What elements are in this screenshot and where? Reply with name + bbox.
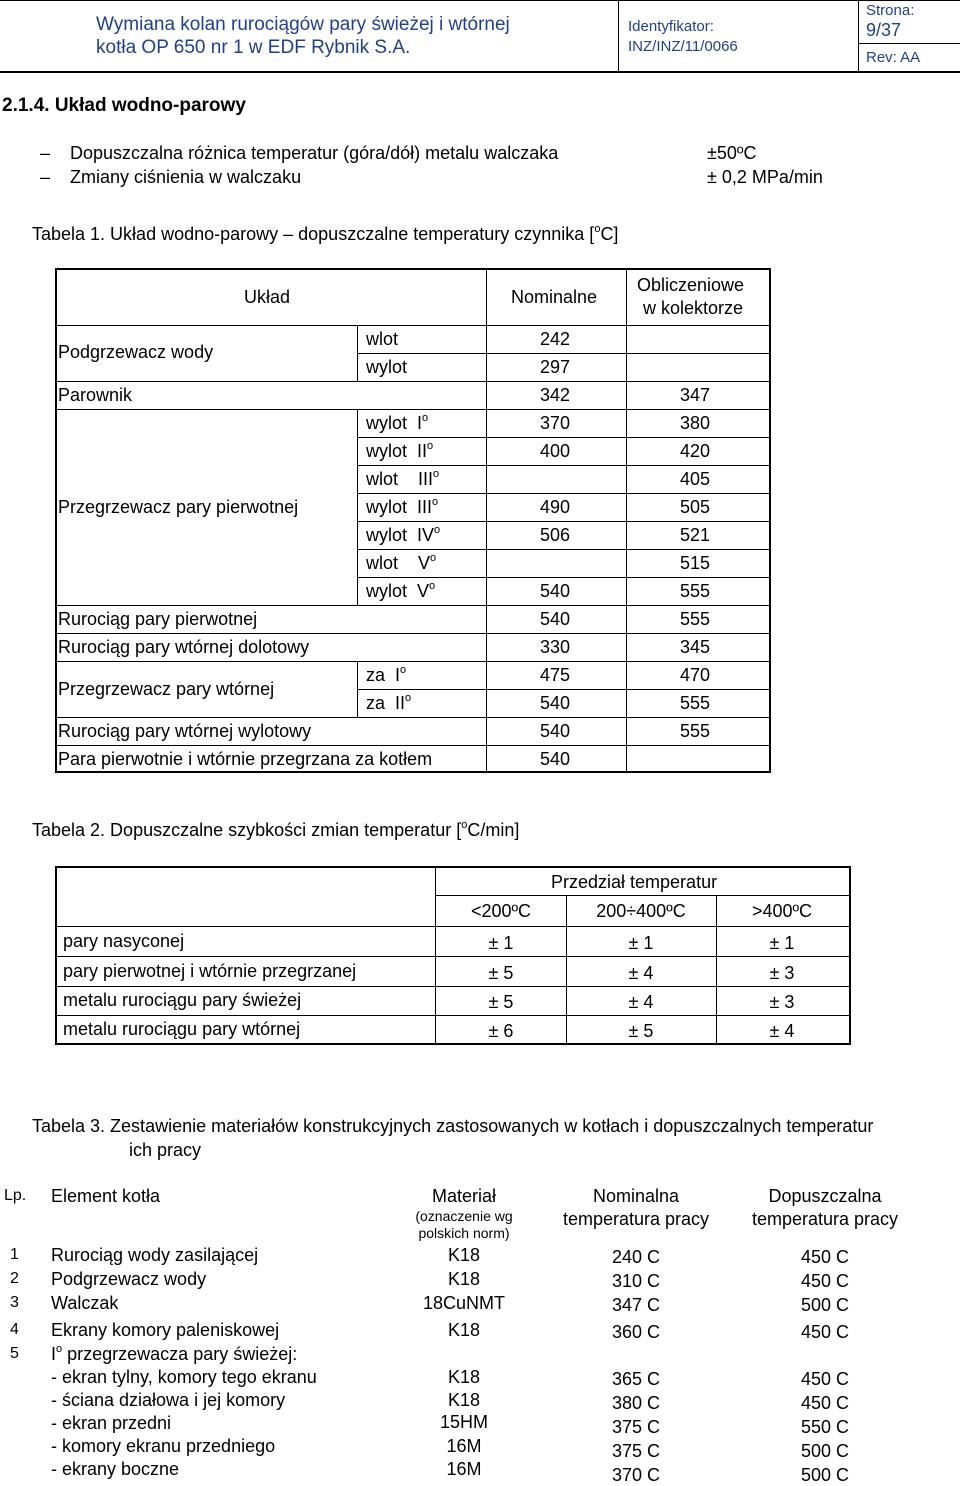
table3-element: Rurociąg wody zasilającej	[51, 1245, 259, 1265]
table3-element: Ekrany komory paleniskowej	[51, 1320, 280, 1340]
table2-cell: ± 1	[488, 933, 514, 953]
table1-sub-label: wylot $II^o$	[366, 440, 434, 461]
table3-allowed: 500 C	[800, 1441, 850, 1461]
table1-calc-value: 347	[680, 385, 711, 405]
table1-group-label: Przegrzewacz pary wtórnej	[58, 679, 275, 699]
table3-nominal: 380 C	[611, 1393, 661, 1413]
table1-sub-label: wylot $IV^o$	[366, 524, 441, 545]
table3-element: - ekran tylny, komory tego ekranu	[51, 1367, 317, 1387]
table1-calc-value: 405	[680, 469, 711, 489]
table1-calc-value: 515	[680, 553, 711, 573]
table2-cell: ± 1	[769, 933, 795, 953]
table1-nominal-value: 490	[540, 497, 571, 517]
table1-nominal-value: 506	[540, 525, 571, 545]
table2-cell: ± 4	[769, 1021, 795, 1041]
table3-material: 16M	[446, 1436, 482, 1456]
header-title-line1: Wymiana kolan rurociągów pary świeżej i wtórnej	[96, 14, 510, 35]
table3-allowed: 500 C	[800, 1295, 850, 1315]
table1-calc-value: 555	[680, 609, 711, 629]
bullet-text: Dopuszczalna różnica temperatur (góra/dół) metalu walczaka	[70, 143, 559, 163]
table1-nominal-value: 540	[540, 693, 571, 713]
page-label: Strona:	[866, 2, 915, 19]
table1-nominal-value: 540	[540, 581, 571, 601]
table1-sub-label: wlot III$^o$	[366, 468, 440, 489]
table1-group-label: Podgrzewacz wody	[58, 342, 214, 362]
section-heading: 2.1.4. Układ wodno-parowy	[2, 95, 246, 116]
table1-nominal-value: 342	[540, 385, 571, 405]
table3-element: - komory ekranu przedniego	[51, 1436, 276, 1456]
table2-row-label: pary pierwotnej i wtórnie przegrzanej	[63, 961, 357, 981]
table1-nominal-value: 400	[540, 441, 571, 461]
table1-calc-value: 470	[680, 665, 711, 685]
table3-nominal: 240 C	[611, 1247, 661, 1267]
table1-header-calc-2: w kolektorze	[643, 298, 744, 318]
identifier-value: INZ/INZ/11/0066	[628, 38, 738, 55]
table3-lp: 1	[10, 1246, 19, 1263]
table2-cell: ± 6	[488, 1021, 514, 1041]
table1-group-label: Rurociąg pary wtórnej wylotowy	[58, 721, 312, 741]
table3-material: K18	[447, 1390, 481, 1410]
table1-calc-value: 420	[680, 441, 711, 461]
table1-calc-value: 555	[680, 693, 711, 713]
table1-sub-label: wlot $V^o$	[366, 552, 437, 573]
table3-nominal: 370 C	[611, 1465, 661, 1485]
table3-lp: 3	[10, 1294, 19, 1311]
table1-nominal-value: 540	[540, 609, 571, 629]
table1-group-label: Parownik	[58, 385, 133, 405]
bullet-text: Zmiany ciśnienia w walczaku	[70, 167, 302, 187]
table3-lp: 4	[10, 1321, 19, 1338]
table1-nominal-value: 370	[540, 413, 571, 433]
table3-material: 16M	[446, 1459, 482, 1479]
table3-nominal: 375 C	[611, 1417, 661, 1437]
table1-calc-value: 555	[680, 721, 711, 741]
table3-header-material-note1: (oznaczenie wg	[415, 1208, 513, 1224]
table2-cell: ± 1	[628, 933, 654, 953]
table3-material: K18	[447, 1320, 481, 1340]
table3-allowed: 450 C	[800, 1247, 850, 1267]
table1-calc-value: 380	[680, 413, 711, 433]
table3-allowed: 450 C	[800, 1271, 850, 1291]
table1-calc-value: 505	[680, 497, 711, 517]
table3-nominal: 347 C	[611, 1295, 661, 1315]
table1-calc-value: 521	[680, 525, 711, 545]
revision: Rev: AA	[866, 49, 921, 66]
table1-caption: Tabela 1. Układ wodno-parowy – dopuszczalne temperatury czynnika [$^o$C]	[32, 223, 619, 244]
table2-cell: ± 5	[488, 992, 514, 1012]
table3-lp: 2	[10, 1270, 19, 1287]
table1-nominal-value: 297	[540, 357, 571, 377]
table3-caption-line1: Tabela 3. Zestawienie materiałów konstrukcyjnych zastosowanych w kotłach i dopuszczalnych temperatur	[32, 1116, 874, 1136]
table3-header-lp: Lp.	[4, 1187, 27, 1204]
table2-row-label: metalu rurociągu pary wtórnej	[63, 1019, 301, 1039]
table1-nominal-value: 242	[540, 329, 571, 349]
bullet-dash: –	[40, 143, 51, 163]
table3-material: 15HM	[439, 1412, 489, 1432]
bullet-dash: –	[40, 167, 51, 187]
bullet-value: ±50ºC	[707, 143, 757, 163]
table3-caption-line2: ich pracy	[129, 1140, 202, 1160]
document-header	[0, 0, 960, 72]
table3-allowed: 550 C	[800, 1417, 850, 1437]
page-number: 9/37	[866, 20, 902, 40]
table1-sub-label: za $I^o$	[366, 664, 407, 685]
table1-group-label: Rurociąg pary pierwotnej	[58, 609, 258, 629]
table1-group-label: Para pierwotnie i wtórnie przegrzana za kotłem	[58, 749, 433, 769]
table1-nominal-value: 475	[540, 665, 571, 685]
table1-header-calc-1: Obliczeniowe	[637, 275, 745, 295]
table1-calc-value: 345	[680, 637, 711, 657]
table1-sub-label: wylot	[366, 357, 408, 377]
table2-col-header: <200ºC	[470, 901, 532, 921]
table3-allowed: 450 C	[800, 1322, 850, 1342]
table3-header-material-note2: polskich norm)	[418, 1225, 510, 1241]
table3-element: Walczak	[51, 1293, 119, 1313]
table1-nominal-value: 540	[540, 721, 571, 741]
table3-header-allowed-2: temperatura pracy	[751, 1209, 899, 1229]
table3-header-element: Element kotła	[51, 1186, 161, 1206]
table1-sub-label: wylot $V^o$	[366, 580, 436, 601]
table3-nominal: 310 C	[611, 1271, 661, 1291]
table2-row-label: metalu rurociągu pary świeżej	[63, 990, 302, 1010]
table3-allowed: 450 C	[800, 1369, 850, 1389]
table3-material: K18	[447, 1269, 481, 1289]
table3-nominal: 375 C	[611, 1441, 661, 1461]
table3-header-allowed-1: Dopuszczalna	[768, 1186, 882, 1206]
table2-row-label: pary nasyconej	[63, 931, 185, 951]
table2-cell: ± 5	[488, 963, 514, 983]
table2-cell: ± 4	[628, 992, 654, 1012]
table2-cell: ± 5	[628, 1021, 654, 1041]
table2-col-header: >400ºC	[751, 901, 813, 921]
table3-element: - ściana działowa i jej komory	[51, 1390, 286, 1410]
table1-sub-label: za $II^o$	[366, 692, 412, 713]
table2-cell: ± 4	[628, 963, 654, 983]
table3-element: $I^o$ przegrzewacza pary świeżej:	[51, 1343, 298, 1364]
table1-sub-label: wlot	[366, 329, 399, 349]
table1-group-label: Przegrzewacz pary pierwotnej	[58, 497, 299, 517]
table3-header-material: Materiał	[431, 1186, 497, 1206]
header-title-line2: kotła OP 650 nr 1 w EDF Rybnik S.A.	[96, 37, 411, 58]
table3-material: K18	[447, 1245, 481, 1265]
table3-material: K18	[447, 1367, 481, 1387]
table1-sub-label: wylot III$^o$	[366, 496, 439, 517]
table3-allowed: 500 C	[800, 1465, 850, 1485]
table2-caption: Tabela 2. Dopuszczalne szybkości zmian temperatur [$^o$C/min]	[32, 819, 520, 840]
table3-nominal: 360 C	[611, 1322, 661, 1342]
table1-header-nominal: Nominalne	[511, 287, 598, 307]
table3-header-nominal-1: Nominalna	[592, 1186, 680, 1206]
table2-col-header: 200÷400ºC	[596, 901, 686, 921]
table1-calc-value: 555	[680, 581, 711, 601]
table2-header-range: Przedział temperatur	[551, 872, 718, 892]
table3-element: - ekrany boczne	[51, 1459, 180, 1479]
table3-allowed: 450 C	[800, 1393, 850, 1413]
table3-material: 18CuNMT	[422, 1293, 506, 1313]
table2-cell: ± 3	[769, 992, 795, 1012]
table3-element: - ekran przedni	[51, 1413, 172, 1433]
identifier-label: Identyfikator:	[628, 18, 714, 35]
table3-header-nominal-2: temperatura pracy	[562, 1209, 710, 1229]
table1-nominal-value: 540	[540, 749, 571, 769]
table3-lp: 5	[10, 1345, 19, 1362]
table1-sub-label: wylot $I^o$	[366, 412, 429, 433]
table1-group-label: Rurociąg pary wtórnej dolotowy	[58, 637, 310, 657]
table3-element: Podgrzewacz wody	[51, 1269, 207, 1289]
table1-nominal-value: 330	[540, 637, 571, 657]
table3-nominal: 365 C	[611, 1369, 661, 1389]
table1-header-uklad: Układ	[244, 287, 291, 307]
bullet-value: ± 0,2 MPa/min	[707, 167, 823, 187]
table2-cell: ± 3	[769, 963, 795, 983]
